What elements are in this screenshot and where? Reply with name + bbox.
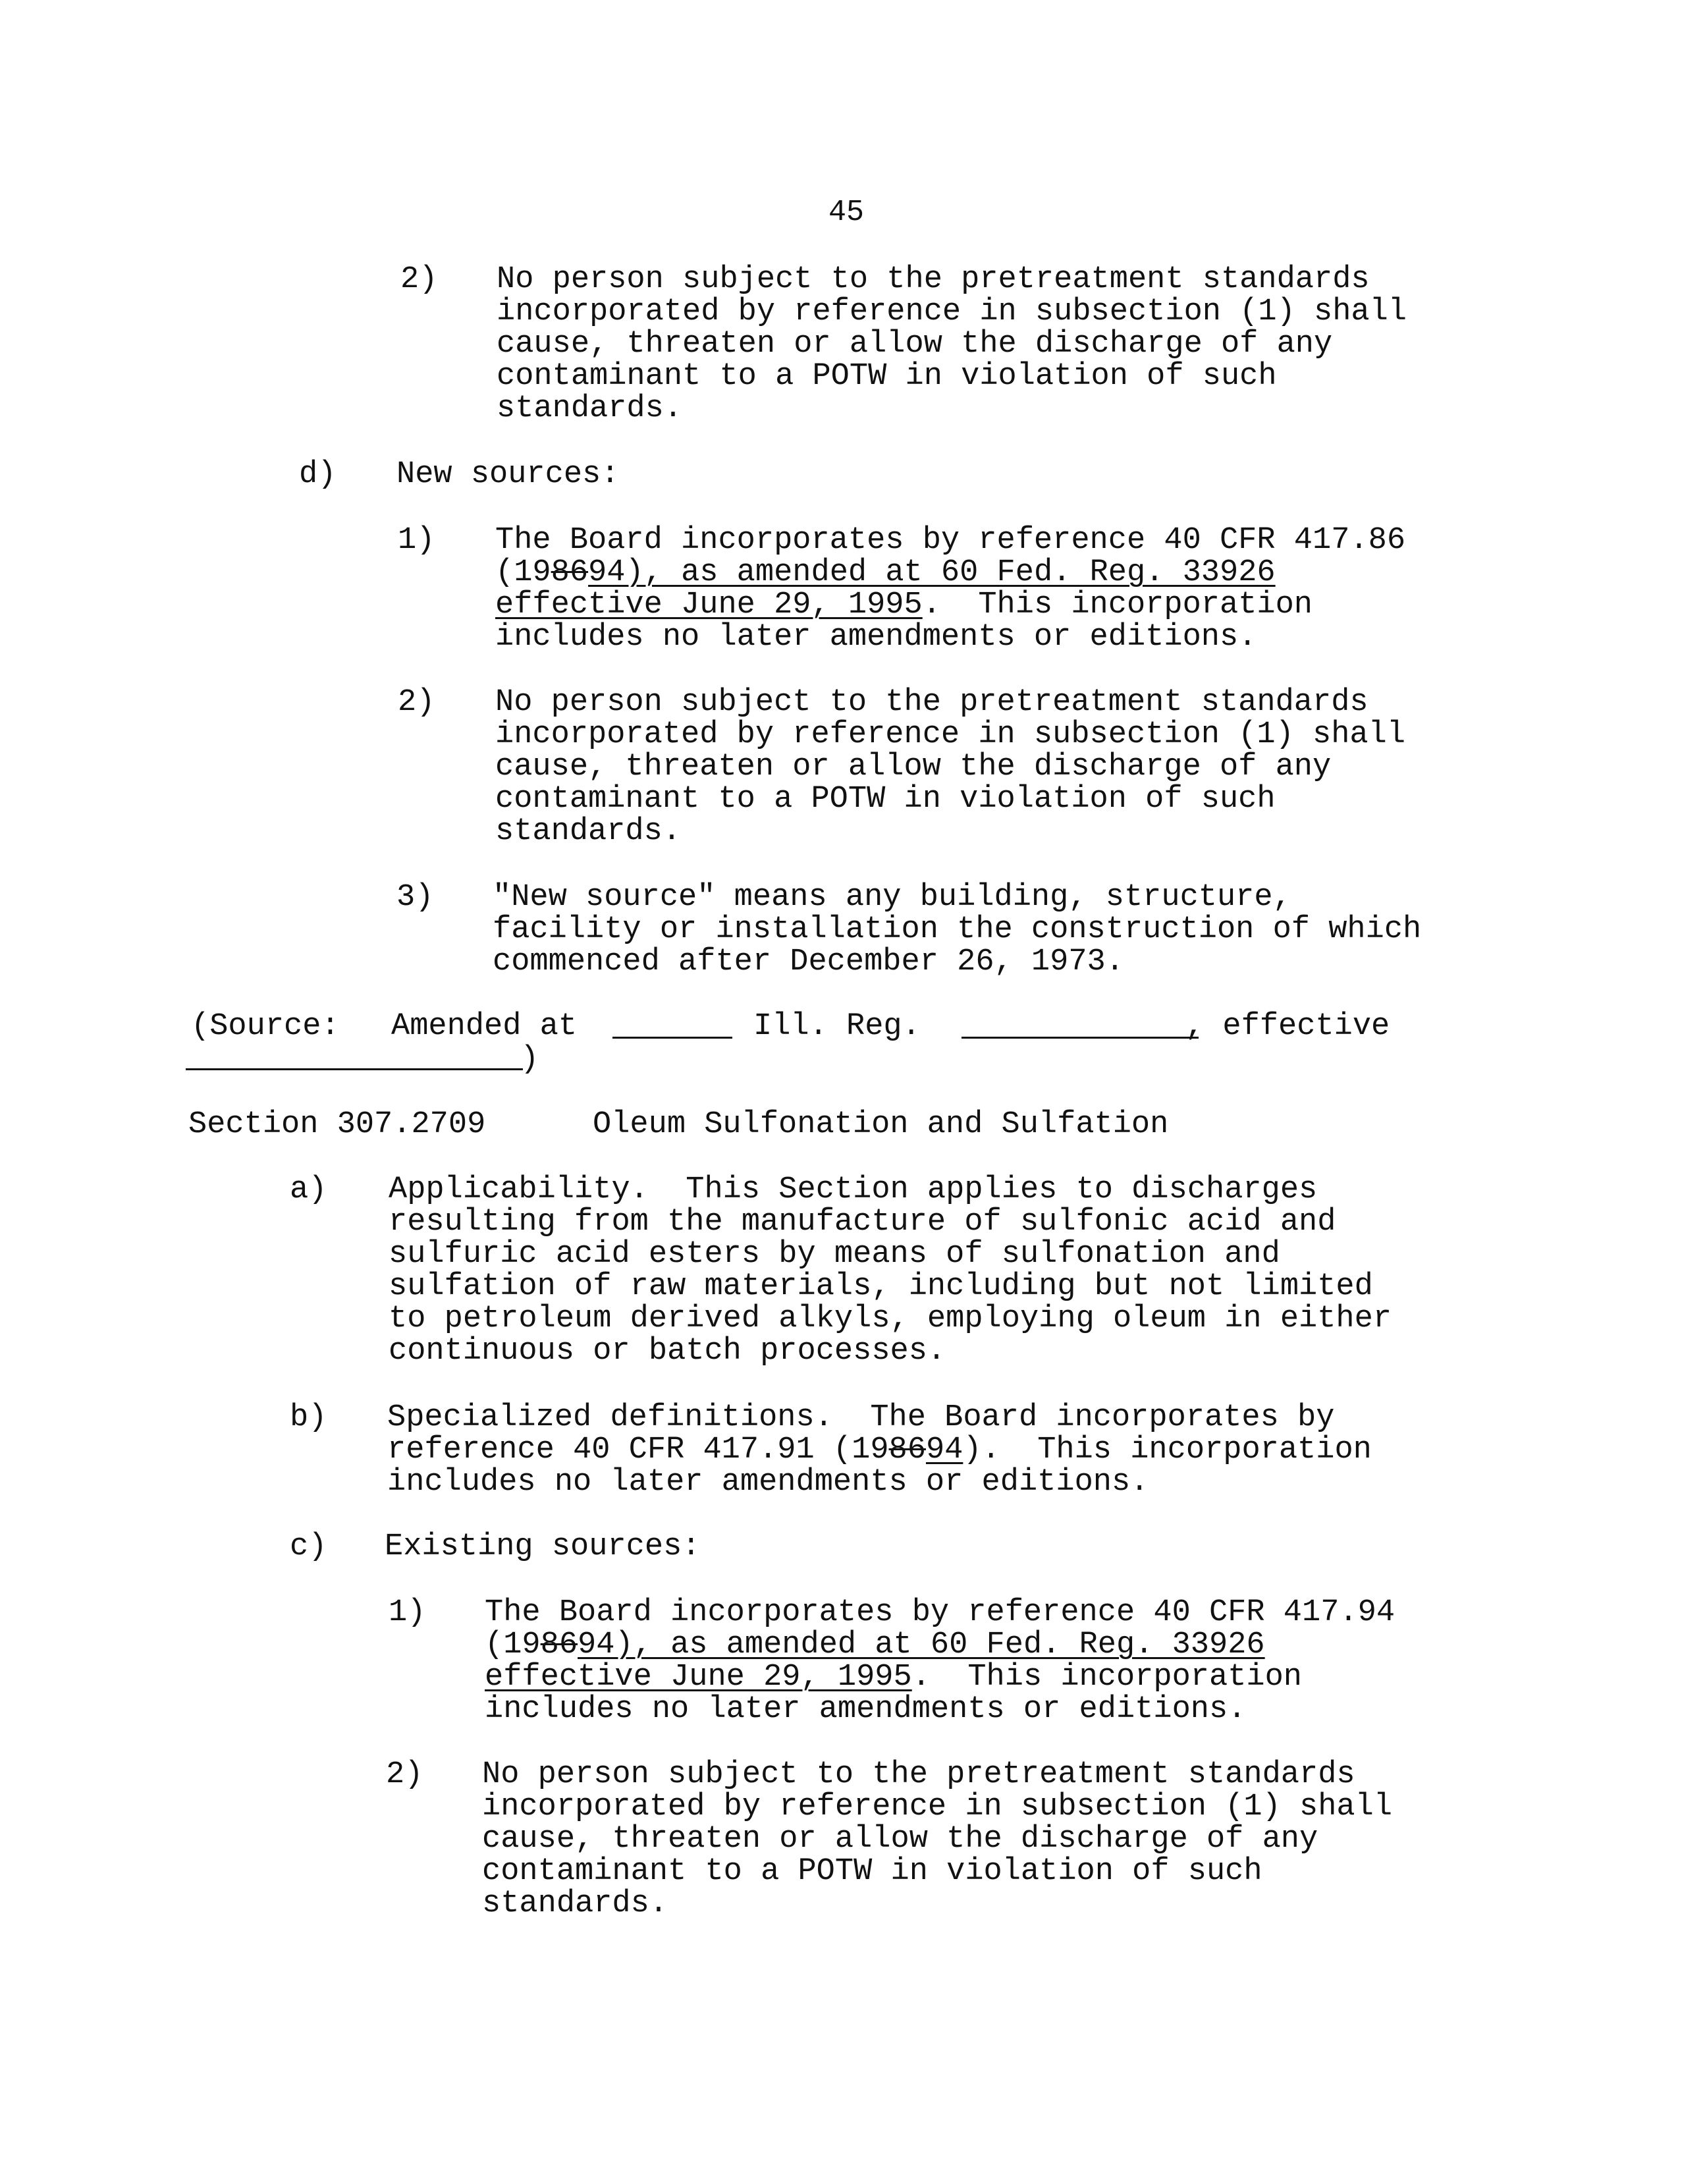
subsection-marker: d) bbox=[299, 457, 337, 492]
source-closing: ) bbox=[520, 1042, 539, 1077]
inserted-text: effective June 29, 1995 bbox=[485, 1660, 912, 1695]
paragraph-line: standards. bbox=[482, 1886, 668, 1921]
paragraph-line-amended bbox=[387, 1434, 1372, 1467]
paragraph-line: No person subject to the pretreatment standards bbox=[482, 1757, 1355, 1792]
blank-page bbox=[962, 1037, 1199, 1039]
inserted-text: 94 bbox=[925, 1433, 963, 1467]
paragraph-line: includes no later amendments or editions. bbox=[495, 620, 1257, 655]
item-marker: 1) bbox=[398, 523, 435, 558]
paragraph-line: standards. bbox=[497, 391, 683, 426]
paragraph-line: The Board incorporates by reference 40 CFR 417.94 bbox=[485, 1595, 1395, 1630]
inserted-text: 94), as amended at 60 Fed. Reg. 33926 bbox=[578, 1627, 1265, 1662]
text: (19 bbox=[485, 1627, 541, 1662]
paragraph-line: includes no later amendments or editions. bbox=[485, 1692, 1247, 1727]
paragraph-line: contaminant to a POTW in violation of such bbox=[482, 1854, 1262, 1889]
page-number: 45 bbox=[828, 196, 865, 229]
section-title: Oleum Sulfonation and Sulfation bbox=[593, 1107, 1169, 1142]
paragraph-line: cause, threaten or allow the discharge of any bbox=[495, 750, 1332, 784]
text: ). This incorporation bbox=[963, 1433, 1372, 1467]
subsection-heading: New sources: bbox=[396, 457, 620, 492]
paragraph-line: facility or installation the construction of which bbox=[493, 912, 1422, 947]
item-marker: 2) bbox=[398, 685, 435, 720]
deleted-text: 86 bbox=[551, 555, 589, 590]
paragraph-line-amended bbox=[485, 1661, 1302, 1694]
paragraph-line: commenced after December 26, 1973. bbox=[493, 944, 1124, 979]
paragraph-line: resulting from the manufacture of sulfonic acid and bbox=[389, 1205, 1336, 1240]
paragraph-line: continuous or batch processes. bbox=[389, 1334, 946, 1369]
paragraph-line: "New source" means any building, structure, bbox=[493, 880, 1291, 915]
paragraph-line: incorporated by reference in subsection (1) shall bbox=[482, 1789, 1393, 1824]
subsection-marker: b) bbox=[290, 1400, 327, 1435]
blank-volume bbox=[612, 1037, 732, 1039]
paragraph-line: incorporated by reference in subsection (1) shall bbox=[497, 294, 1407, 329]
subsection-marker: a) bbox=[290, 1172, 327, 1207]
paragraph-line-amended bbox=[495, 557, 1276, 589]
blank-date bbox=[186, 1068, 523, 1070]
paragraph-line: contaminant to a POTW in violation of such bbox=[497, 359, 1277, 394]
source-ill-reg: Ill. Reg. bbox=[753, 1009, 921, 1044]
paragraph-line: sulfation of raw materials, including but not limited bbox=[389, 1269, 1373, 1304]
paragraph-line: standards. bbox=[495, 814, 682, 849]
text: reference 40 CFR 417.91 (19 bbox=[387, 1433, 889, 1467]
deleted-text: 86 bbox=[540, 1627, 578, 1662]
paragraph-line: sulfuric acid esters by means of sulfonation and bbox=[389, 1237, 1280, 1272]
source-effective: , effective bbox=[1185, 1009, 1390, 1044]
paragraph-line: Specialized definitions. The Board incorporates by bbox=[387, 1400, 1335, 1435]
text: (19 bbox=[495, 555, 551, 590]
paragraph-line: contaminant to a POTW in violation of such bbox=[495, 782, 1276, 817]
paragraph-line: No person subject to the pretreatment standards bbox=[497, 262, 1370, 297]
item-marker: 2) bbox=[400, 262, 438, 297]
subsection-marker: c) bbox=[290, 1529, 327, 1564]
paragraph-line: Applicability. This Section applies to discharges bbox=[389, 1172, 1318, 1207]
text: . This incorporation bbox=[911, 1660, 1303, 1695]
inserted-text: effective June 29, 1995 bbox=[495, 587, 923, 622]
paragraph-line: includes no later amendments or editions. bbox=[387, 1465, 1149, 1500]
paragraph-line: cause, threaten or allow the discharge of any bbox=[497, 327, 1333, 362]
text: . This incorporation bbox=[922, 587, 1313, 622]
paragraph-line: The Board incorporates by reference 40 CFR 417.86 bbox=[495, 523, 1406, 558]
source-label: (Source: bbox=[191, 1009, 340, 1044]
source-amended-at: Amended at bbox=[391, 1009, 578, 1044]
item-marker: 3) bbox=[396, 880, 434, 915]
paragraph-line: cause, threaten or allow the discharge of any bbox=[482, 1822, 1318, 1857]
item-marker: 1) bbox=[389, 1595, 426, 1630]
paragraph-line: incorporated by reference in subsection (1) shall bbox=[495, 717, 1406, 752]
paragraph-line-amended bbox=[495, 589, 1313, 622]
paragraph-line: No person subject to the pretreatment standards bbox=[495, 685, 1368, 720]
subsection-heading: Existing sources: bbox=[385, 1529, 701, 1564]
item-marker: 2) bbox=[386, 1757, 423, 1792]
paragraph-line: to petroleum derived alkyls, employing oleum in either bbox=[389, 1301, 1392, 1336]
section-number: Section 307.2709 bbox=[188, 1107, 486, 1142]
paragraph-line-amended bbox=[485, 1629, 1265, 1662]
inserted-text: 94), as amended at 60 Fed. Reg. 33926 bbox=[588, 555, 1276, 590]
deleted-text: 86 bbox=[888, 1433, 926, 1467]
